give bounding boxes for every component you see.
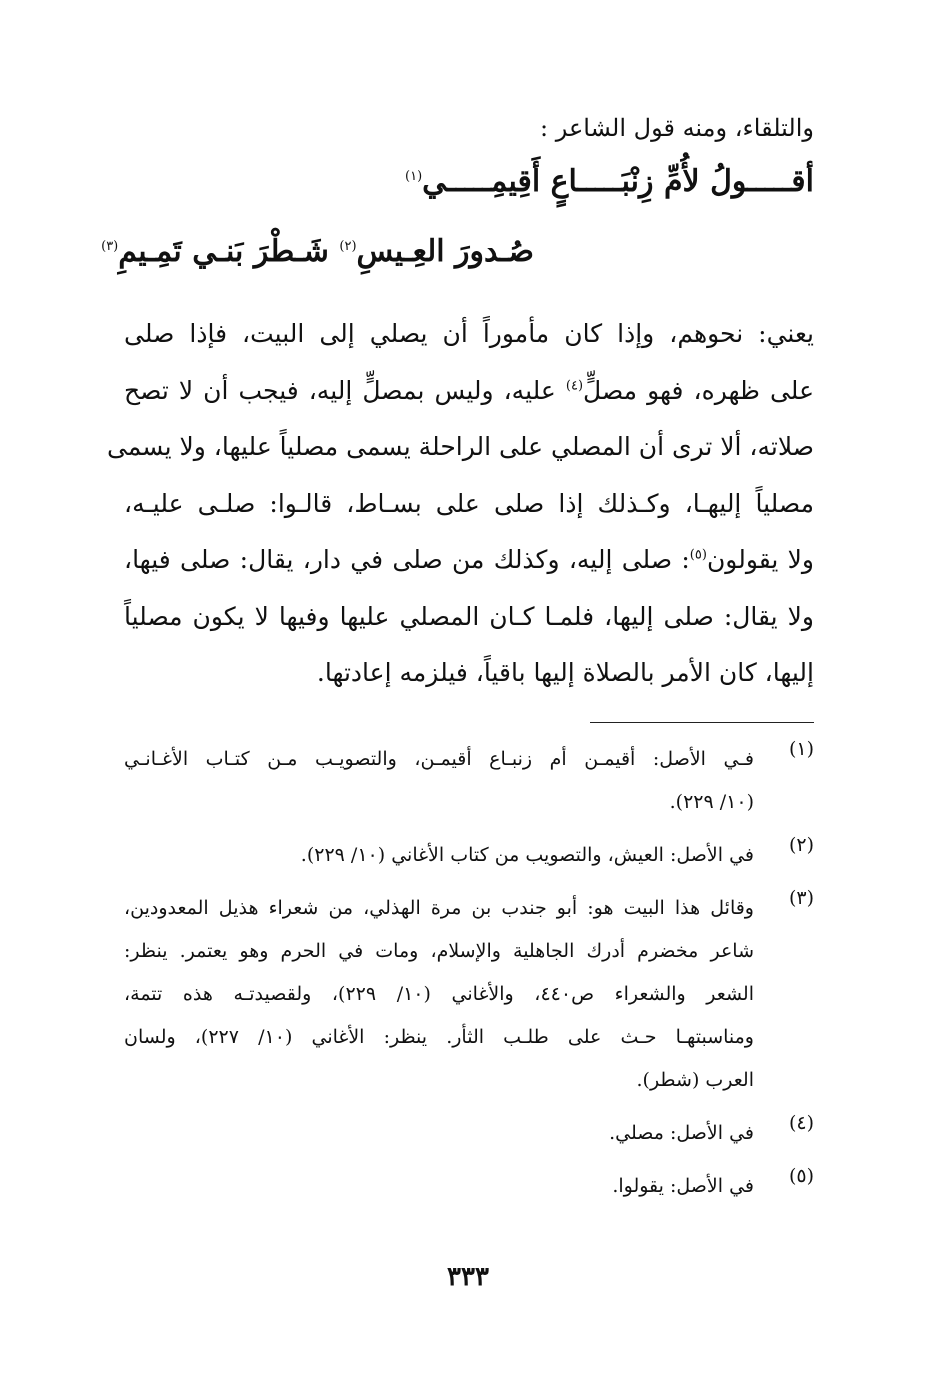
- body-line: ولا يقال: صلى إليها، فلمـا كـان المصلي عليها وفيها لا يكون مصلياً: [124, 601, 814, 631]
- footnote-line: في الأصل: العيش، والتصويب من كتاب الأغاني (١٠/ ٢٢٩).: [300, 844, 754, 866]
- footnote-line: (١٠/ ٢٢٩).: [669, 791, 754, 813]
- verse-line-2-part-b: شَـطْرَ بَنـي تَمِـيمِ: [118, 234, 329, 269]
- body-line-5-part-b: : صلى إليه، وكذلك من صلى في دار، يقال: صلى فيها،: [124, 545, 690, 574]
- footnote-separator: [590, 722, 814, 723]
- body-paragraph: [107, 306, 815, 702]
- verse-line-2: [101, 230, 534, 274]
- footnote-line: في الأصل: مصلي.: [609, 1122, 754, 1144]
- footnote-number: (٣): [788, 887, 814, 909]
- footnote-ref-4: (٤): [565, 378, 584, 394]
- footnote-number: (٤): [788, 1112, 814, 1134]
- footnote-ref-2: (٢): [339, 239, 357, 254]
- footnotes: [124, 738, 814, 1218]
- footnote: [124, 1112, 814, 1155]
- footnote-line: ومناسبتهـا حـث على طلـب الثأر. ينظر: الأغاني (١٠/ ٢٢٧)، ولسان: [124, 1026, 754, 1048]
- body-line-2-part-a: على ظهره، فهو مصلٍّ: [583, 375, 815, 405]
- body-line: مصلياً إليهـا، وكـذلك إذا صلى على بسـاط، قالـوا: صلـى عليـه،: [124, 488, 814, 518]
- verse-line-1-text: أقـــــولُ لأُمِّ زِنْبَـــــاعٍ أَقِيمِـــــي: [422, 164, 814, 199]
- footnote-line: وقائل هذا البيت هو: أبو جندب بن مرة الهذلي، من شعراء هذيل المعدودين،: [124, 897, 754, 919]
- body-line: [124, 532, 814, 589]
- footnote-line: الشعر والشعراء ص٤٤٠، والأغاني (١٠/ ٢٢٩)، ولقصيدتـه هذه تتمة،: [124, 983, 754, 1005]
- footnote-line: فـي الأصل: أقيمـن أم زنبـاع أقيمـن، والتصويـب مـن كتـاب الأغـانـي: [124, 748, 754, 770]
- footnote-line: في الأصل: يقولوا.: [612, 1175, 754, 1197]
- body-line: يعني: نحوهم، وإذا كان مأموراً أن يصلي إلى البيت، فإذا صلى: [124, 319, 814, 348]
- body-line: صلاته، ألا ترى أن المصلي على الراحلة يسمى مصلياً عليها، ولا يسمى: [107, 432, 814, 461]
- footnote: [124, 834, 814, 877]
- footnote-ref-3: (٣): [101, 239, 119, 254]
- page-number: ٣٣٣: [447, 1262, 489, 1292]
- body-line-5-part-a: ولا يقولون: [706, 545, 814, 574]
- footnote-number: (٢): [788, 834, 814, 856]
- footnote-ref-1: (١): [405, 169, 423, 184]
- footnote-ref-5: (٥): [689, 547, 707, 563]
- footnote-line: العرب (شطر).: [636, 1069, 754, 1091]
- body-line: [124, 363, 814, 420]
- footnote: [124, 1165, 814, 1208]
- body-line: إليها، كان الأمر بالصلاة إليها باقياً، فيلزمه إعادتها.: [316, 658, 814, 687]
- verse-line-1: [405, 160, 814, 204]
- body-line-2-part-b: عليه، وليس بمصلٍّ إليه، فيجب أن لا تصح: [124, 375, 566, 405]
- footnote: [124, 887, 814, 1102]
- footnote-line: شاعر مخضرم أدرك الجاهلية والإسلام، ومات في الحرم وهو يعتمر. ينظر:: [124, 940, 754, 962]
- footnote-number: (٥): [788, 1165, 814, 1187]
- verse-line-2-part-a: صُـدورَ العِـيسِ: [356, 234, 534, 269]
- intro-line: والتلقاء، ومنه قول الشاعر :: [540, 114, 814, 142]
- footnote-number: (١): [788, 738, 814, 760]
- footnote: [124, 738, 814, 824]
